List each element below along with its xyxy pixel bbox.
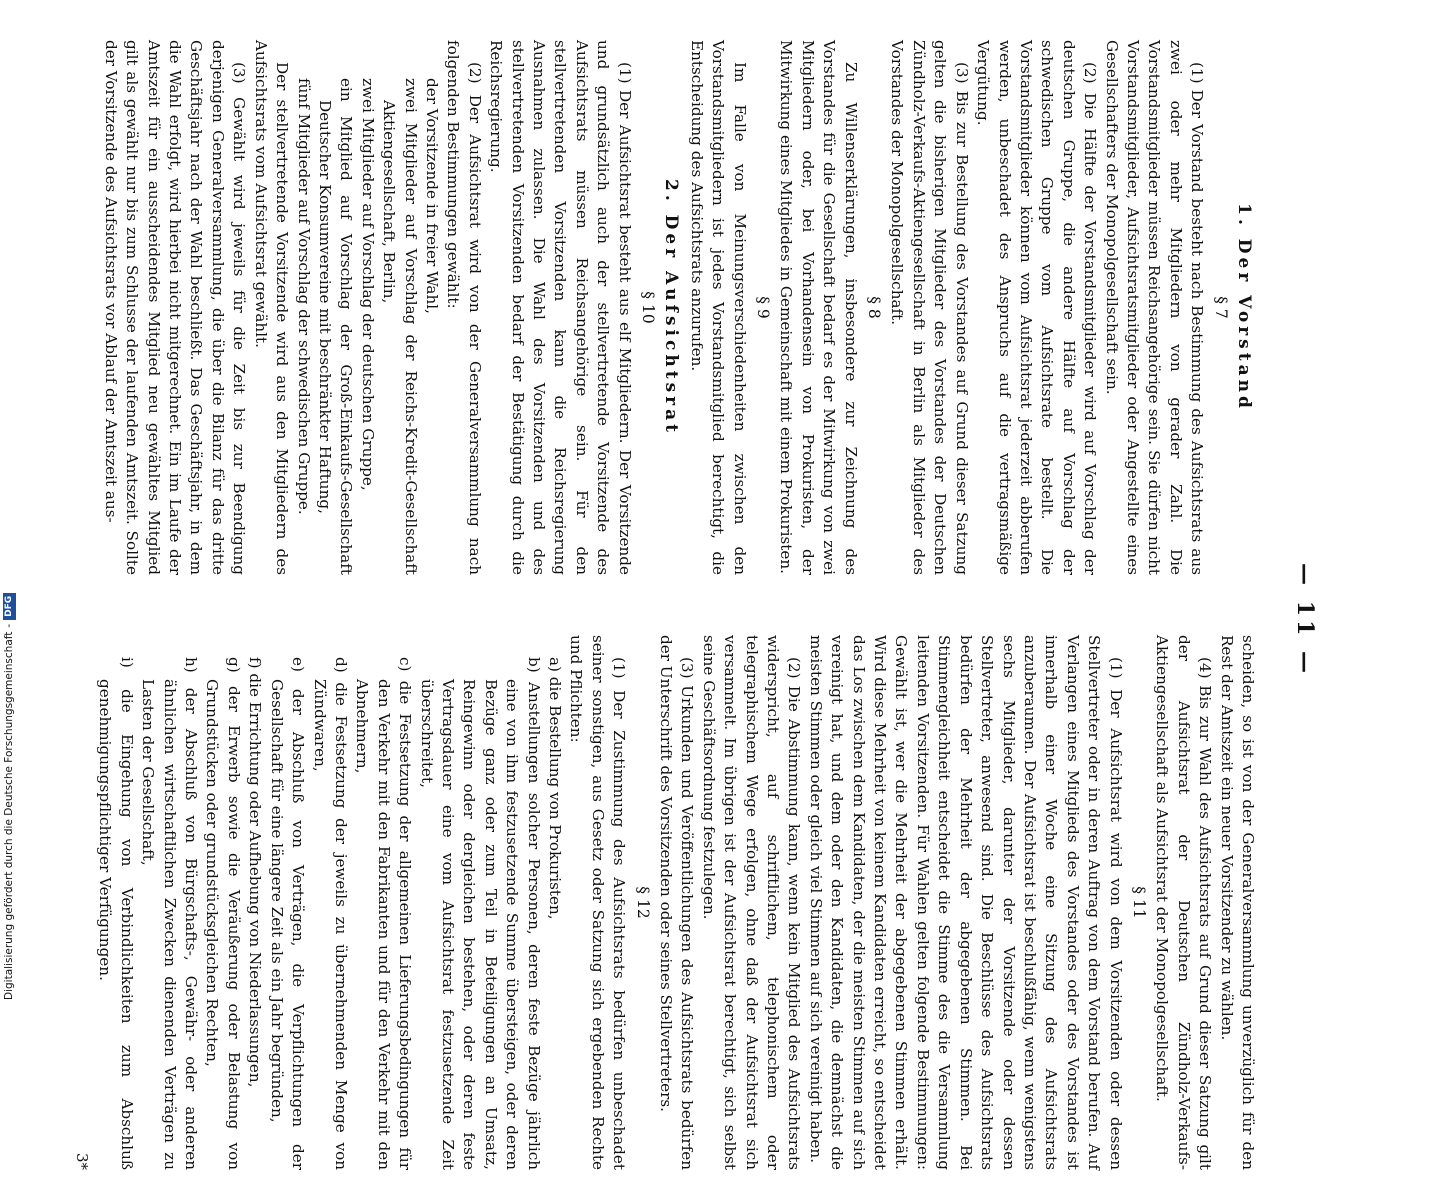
list-item: fünf Mitglieder auf Vorschlag der schwedischen Gruppe. (294, 78, 313, 515)
paragraph-text: (1) Der Aufsichtsrat besteht aus elf Mitgliedern. Der Vorsitzende und grundsätzlich auch der stellvertretende Vorsitzende des Aufsichtsrats müssen Reichsangehörige sein. Für den stellvertretenden Vorsitzenden kann die Reichsregierung Ausnahmen zulassen. Die Wahl des Vorsitzenden und des stellvertretenden Vorsitzenden bedarf der Bestätigung durch die Reichsregierung. (487, 40, 634, 575)
paragraph-heading-11: § 11 (1129, 886, 1148, 919)
list-item: zwei Mitglieder auf Vorschlag der Reichs-Kredit-Gesellschaft Aktiengesellschaft, Berlin, (380, 78, 420, 575)
list-item: i) die Eingehung von Verbindlichkeiten zum Abschluß genehmigungspflichtiger Verfügungen. (96, 657, 136, 1170)
list-item: zwei Mitglieder auf Vorschlag der deutschen Gruppe, (358, 78, 377, 491)
section-title-vorstand: 1. Der Vorstand (1234, 203, 1254, 412)
list-item: ein Mitglied auf Vorschlag der Groß-Einkaufs-Gesellschaft Deutscher Konsumvereine mit beschränkter Haftung, (315, 78, 356, 575)
dfg-logo: DFG (3, 593, 16, 620)
page-number: — 11 — (1292, 563, 1318, 677)
paragraph-heading-7: § 7 (1211, 296, 1230, 319)
paragraph-heading-10: § 10 (639, 291, 658, 324)
list-item: f) die Errichtung oder Aufhebung von Niederlassungen, (246, 657, 265, 1088)
paragraph-text: (3) Gewählt wird jeweils für die Zeit bis zur Beendigung derjenigen Generalversammlung, die über die Bilanz für das dritte Geschäftsjahr nach der Wahl beschließt. Das Geschäftsjahr, in dem die Wahl erfolgt, wird hierbei nicht mitgerechnet. Ein im Laufe der Amtszeit für ein ausscheidendes Mitglied neu gewähltes Mitglied gilt als gewählt nur bis zum Schlusse der laufenden Amtszeit. Sollte der Vorsitzende des Aufsichtsrats vor Ablauf der Amtszeit aus- (101, 40, 249, 575)
paragraph-text: (2) Die Abstimmung kann, wenn kein Mitglied des Aufsichtsrats widerspricht, auf schriftlichem, telephonischem oder telegraphischem Wege erfolgen, ohne daß der Aufsichtsrat sich versammelt. Im übrigen ist der Aufsichtsrat berechtigt, sich selbst seine Geschäftsordnung festzulegen. (699, 635, 804, 1170)
paragraph-text: (4) Bis zur Wahl des Aufsichtsrats auf Grund dieser Satzung gilt der Aufsichtsrat der Deutschen Zündholz-Verkaufs-Aktiengesellschaft als Aufsichtsrat der Monopolgesellschaft. (1153, 635, 1215, 1170)
paragraph-text: (1) Der Zustimmung des Aufsichtsrats bedürfen unbeschadet seiner sonstigen, aus Gesetz oder Satzung sich ergebenden Rechte und Pflichten: (567, 635, 629, 1170)
paragraph-text: Zu Willenserklärungen, insbesondere zur Zeichnung des Vorstandes für die Gesellschaft bedarf es der Mitwirkung von zwei Mitgliedern oder, bei Vorhandensein von Prokuristen, der Mitwirkung eines Mitgliedes in Gemeinschaft mit einem Prokuristen. (777, 40, 860, 575)
list-item: b) Anstellungen solcher Personen, deren feste Bezüge jährlich eine von ihm festzusetzende Summe übersteigen, oder deren Bezüge ganz oder zum Teil in Beteiligungen an Umsatz, Reingewinn oder dergleichen bestehen, oder deren feste Vertragsdauer eine vom Aufsichtsrat festzusetzende Zeit überschreitet, (417, 657, 543, 1170)
paragraph-text: scheiden, so ist von der Generalversammlung unverzüglich für den Rest der Amtszeit ein neuer Vorsitzender zu wählen. (1217, 635, 1257, 1170)
paragraph-heading-8: § 8 (865, 296, 884, 319)
paragraph-text: (1) Der Vorstand besteht nach Bestimmung des Aufsichtsrats aus zwei oder mehr Mitgliedern von gerader Zahl. Die Vorstandsmitglieder müssen Reichsangehörige sein. Sie dürfen nicht Vorstandsmitglieder, Aufsichtsratsmitglieder oder Angestellte eines Gesellschafters der Monopolgesellschaft sein. (1102, 40, 1207, 575)
paragraph-text: (2) Der Aufsichtsrat wird von der Generalversammlung nach folgenden Bestimmungen gewählt: (444, 40, 484, 575)
sheet-signature: 3* (73, 1152, 92, 1170)
list-item: e) der Abschluß von Verträgen, die Verpflichtungen der Gesellschaft für eine längere Zeit als ein Jahr begründen, (267, 657, 308, 1170)
paragraph-heading-12: § 12 (633, 886, 652, 919)
digitization-credit: Digitalisierung gefördert durch die Deutsche Forschungsgemeinschaft - DFG (2, 2, 16, 1000)
left-column (101, 40, 1258, 575)
list-item: d) die Festsetzung der jeweils zu übernehmenden Menge von Zündwaren, (310, 657, 350, 1170)
list-item: a) die Bestellung von Prokuristen, (546, 657, 564, 920)
paragraph-text: Der stellvertretende Vorsitzende wird aus den Mitgliedern des Aufsichtsrats vom Aufsichtsrat gewählt. (251, 40, 292, 575)
rotated-document-page (73, 40, 1318, 1170)
paragraph-text: (2) Die Hälfte der Vorstandsmitglieder wird auf Vorschlag der deutschen Gruppe, die andere Hälfte auf Vorschlag der schwedischen Gruppe vom Aufsichtsrate bestellt. Die Vorstandsmitglieder können vom Aufsichtsrat jederzeit abberufen werden, unbeschadet des Anspruchs auf die vertragsmäßige Vergütung. (974, 40, 1100, 575)
paragraph-text: Im Falle von Meinungsverschiedenheiten zwischen den Vorstandsmitgliedern ist jedes Vorstandsmitglied berechtigt, die Entscheidung des Aufsichtsrats anzurufen. (687, 40, 749, 575)
credit-text: Digitalisierung gefördert durch die Deutsche Forschungsgemeinschaft (3, 631, 15, 1000)
list-item: der Vorsitzende in freier Wahl, (422, 78, 441, 314)
paragraph-heading-9: § 9 (754, 296, 773, 319)
list-item: g) der Erwerb sowie die Veräußerung oder Belastung von Grundstücken oder grundstücksgleichen Rechten, (203, 657, 243, 1170)
list-item: h) der Abschluß von Bürgschafts-, Gewähr- oder anderen ähnlichen wirtschaftlichen Zwecken dienenden Verträgen zu Lasten der Gesellschaft, (139, 657, 201, 1170)
section-title-aufsichtsrat: 2. Der Aufsichtsrat (661, 179, 682, 436)
right-column (73, 635, 1258, 1170)
list-item: c) die Festsetzung der allgemeinen Lieferungsbedingungen für den Verkehr mit den Fabrikanten und für den Verkehr mit den Abnehmern, (353, 657, 415, 1170)
paragraph-text: (3) Urkunden und Veröffentlichungen des Aufsichtsrats bedürfen der Unterschrift des Vorsitzenden oder seines Stellvertreters. (657, 635, 697, 1170)
paragraph-text: (1) Der Aufsichtsrat wird von dem Vorsitzenden oder dessen Stellvertreter oder in deren Auftrag von dem Vorstand berufen. Auf Verlangen eines Mitglieds des Vorstandes oder des Vorstandes ist innerhalb einer Woche eine Sitzung des Aufsichtsrats anzuberaumen. Der Aufsichtsrat ist beschlußfähig, wenn wenigstens sechs Mitglieder, darunter der Vorsitzende oder dessen Stellvertreter, anwesend sind. Die Beschlüsse des Aufsichtsrats bedürfen der Mehrheit der abgegebenen Stimmen. Bei Stimmengleichheit entscheidet die Stimme des die Versammlung leitenden Vorsitzenden. Für Wahlen gelten folgende Bestimmungen: Gewählt ist, wer die Mehrheit der abgegebenen Stimmen erhält. Wird diese Mehrheit von keinem Kandidaten erreicht, so entscheidet das Los zwischen dem Kandidaten, der die meisten Stimmen auf sich vereinigt hat, und dem oder den Kandidaten, die demnächst die meisten Stimmen oder gleich viel Stimmen auf sich vereinigt haben. (806, 635, 1125, 1170)
paragraph-text: (3) Bis zur Bestellung des Vorstandes auf Grund dieser Satzung gelten die bisherigen Mitglieder des Vorstandes der Deutschen Zündholz-Verkaufs-Aktiengesellschaft in Berlin als Mitglieder des Vorstandes der Monopolgesellschaft. (888, 40, 971, 575)
